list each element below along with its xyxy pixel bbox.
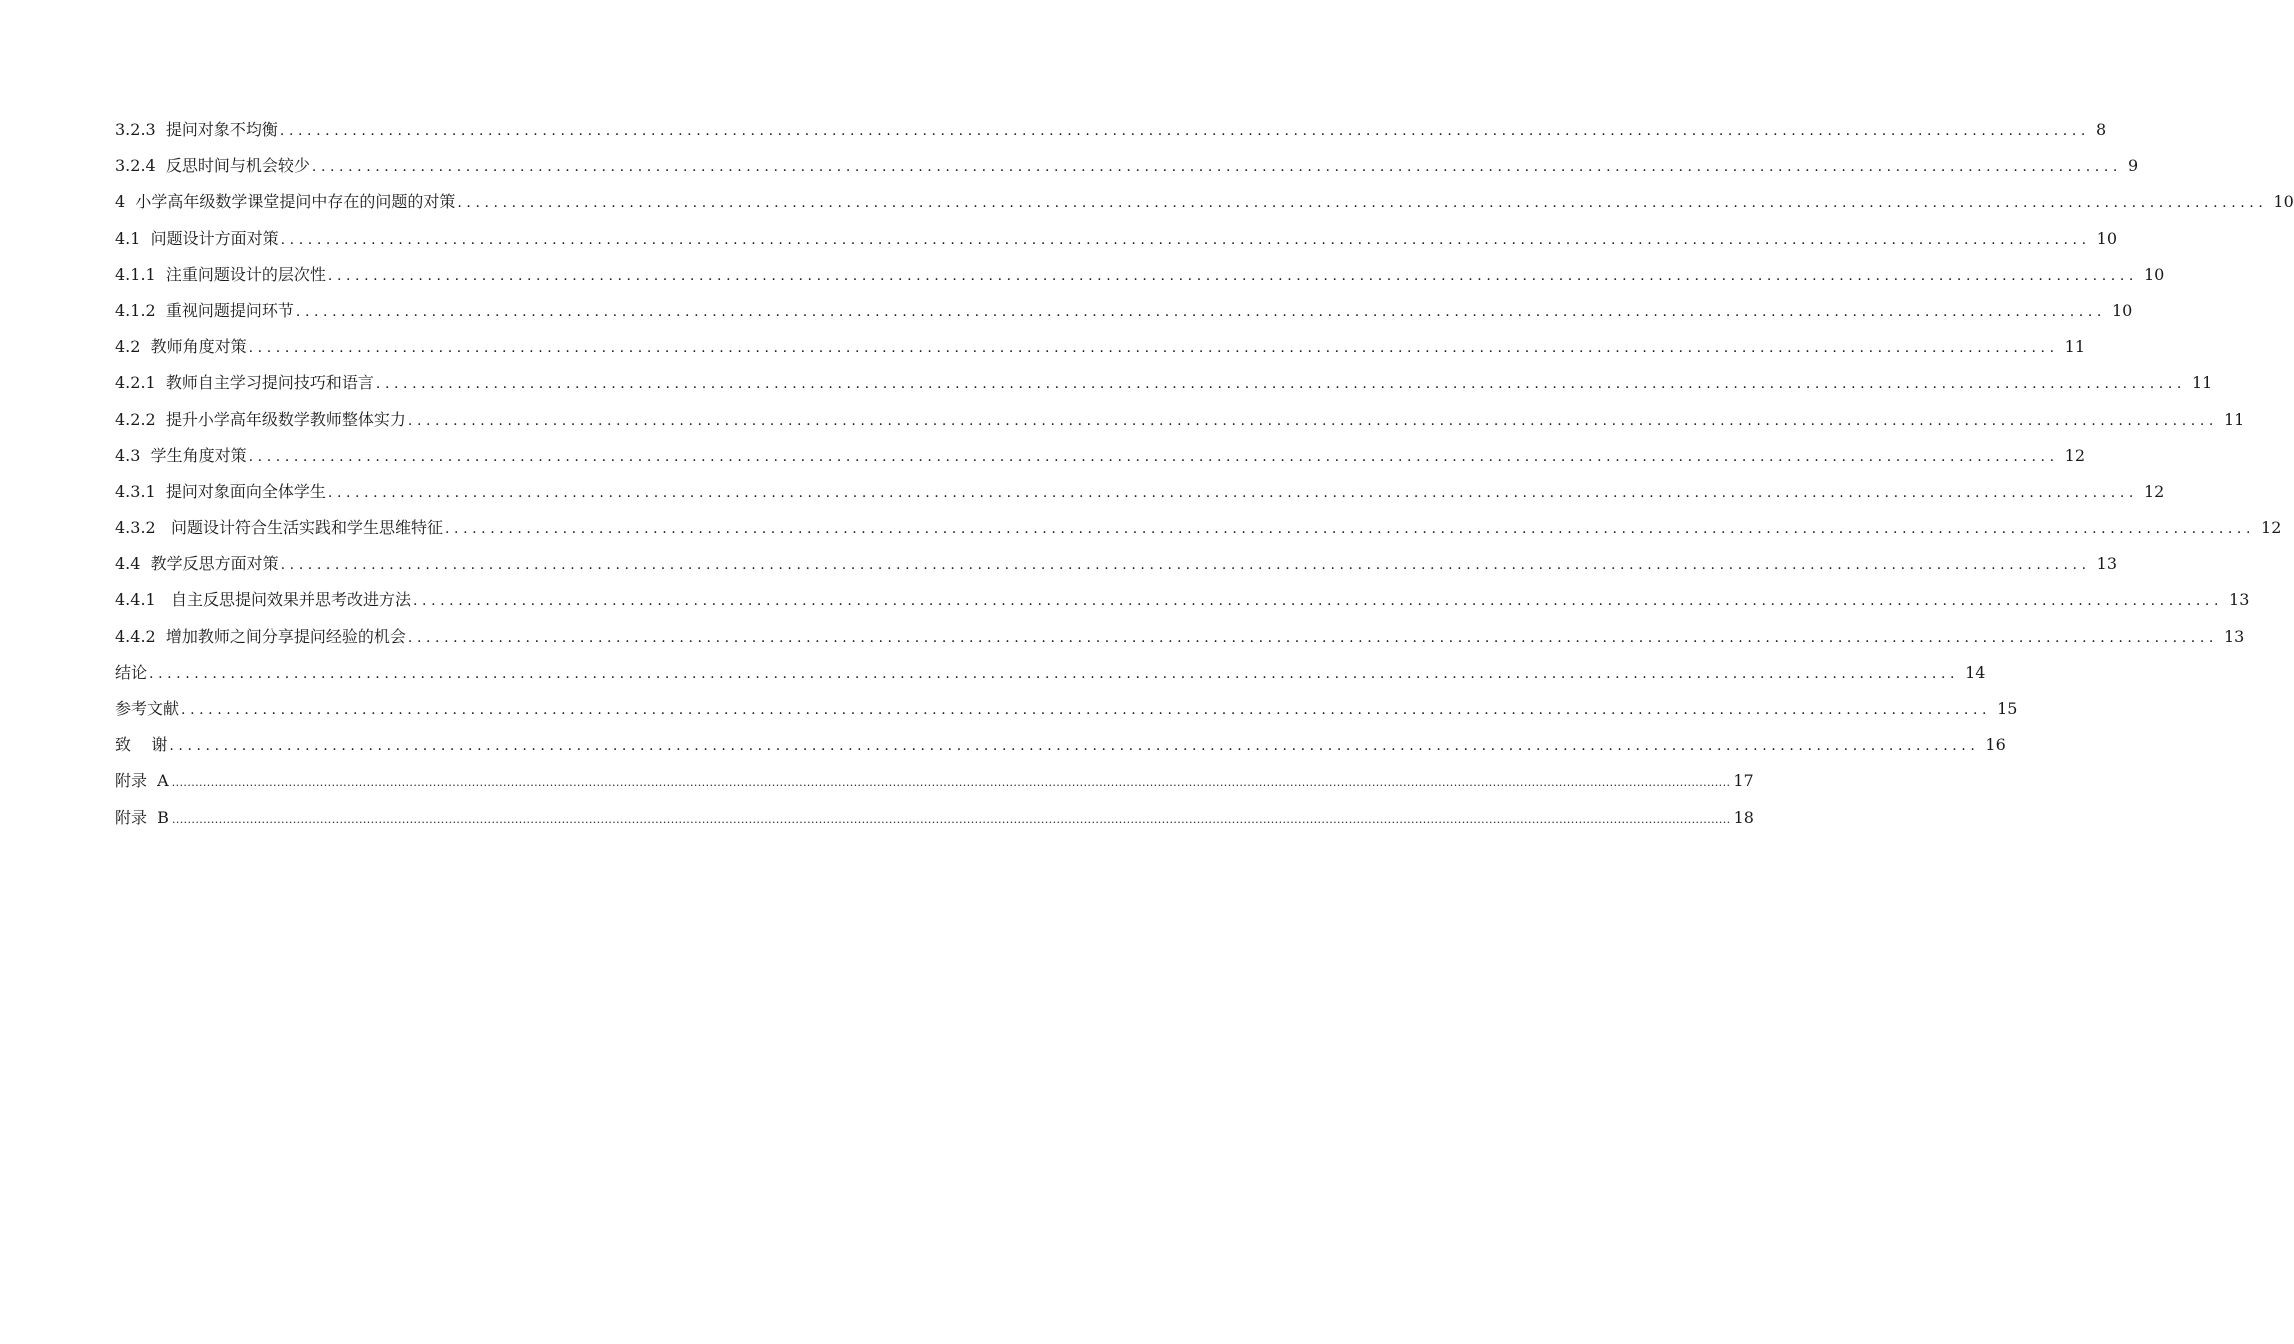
toc-entry-label: 4.2.2 提升小学高年级数学教师整体实力 [115,409,406,429]
toc-entry[interactable] [115,767,1754,803]
toc-entry-page-number: 11 [2064,337,2086,357]
toc-entry-page-number: 13 [2223,626,2245,646]
toc-entry[interactable] [115,333,2086,369]
toc-dot-leader: ........................................................................................................................................................................................................ [375,376,2186,393]
toc-entry[interactable] [115,695,2018,731]
toc-dot-leader: ........................................................................................................................................................................................................ [181,702,1992,718]
toc-entry-page-number: 14 [1965,662,1986,682]
table-of-contents [115,116,2294,840]
toc-entry[interactable] [115,442,2086,478]
toc-entry-label: 4.1.2 重视问题提问环节 [115,300,294,320]
toc-entry[interactable] [115,188,2294,224]
toc-dot-leader: ........................................................................................................................................................................................................ [280,557,2091,574]
toc-entry[interactable] [115,406,2245,442]
toc-dot-leader: ........................................................................................................................................................................................................ [279,123,2090,139]
toc-entry-label: 附录 B [115,807,169,827]
toc-entry-page-number: 8 [2095,120,2107,139]
toc-entry-page-number: 11 [2191,373,2213,393]
toc-dot-leader: ........................................................................................................................................................................................................ [149,665,1960,682]
toc-entry[interactable] [115,804,1754,840]
toc-dot-leader: ................................................................................................................................................................................................................................................................................................................................................................................................................ [171,812,1731,826]
toc-entry[interactable] [115,261,2165,297]
toc-entry[interactable] [115,478,2165,514]
toc-dot-leader: ........................................................................................................................................................................................................ [311,159,2122,176]
toc-entry-page-number: 12 [2064,445,2086,465]
toc-entry-label: 3.2.4 反思时间与机会较少 [115,156,310,176]
toc-entry[interactable] [115,623,2245,659]
toc-entry-page-number: 18 [1733,807,1754,827]
toc-entry-page-number: 17 [1733,771,1754,791]
toc-entry-label: 4.4.1 自主反思提问效果并思考改进方法 [115,590,411,610]
toc-entry[interactable] [115,297,2133,333]
toc-entry-page-number: 10 [2273,192,2294,212]
toc-entry-label: 3.2.3 提问对象不均衡 [115,120,278,139]
toc-dot-leader: ........................................................................................................................................................................................................ [407,629,2218,646]
toc-entry-label: 4.1 问题设计方面对策 [115,228,279,248]
toc-entry-page-number: 15 [1997,699,2018,718]
toc-dot-leader: ........................................................................................................................................................................................................ [280,231,2091,248]
toc-entry[interactable] [115,369,2213,405]
toc-dot-leader: ........................................................................................................................................................................................................ [169,738,1980,755]
toc-dot-leader: ........................................................................................................................................................................................................ [412,593,2224,610]
toc-dot-leader: ........................................................................................................................................................................................................ [248,340,2059,357]
toc-entry-page-number: 10 [2143,264,2165,284]
toc-entry-label: 致 谢 [115,735,168,755]
toc-entry-label: 4.2.1 教师自主学习提问技巧和语言 [115,373,374,393]
toc-entry-label: 4.3.1 提问对象面向全体学生 [115,481,326,501]
toc-entry-label: 4.4 教学反思方面对策 [115,554,279,574]
toc-entry-label: 附录 A [115,771,169,791]
toc-entry[interactable] [115,514,2282,550]
toc-entry[interactable] [115,731,2006,767]
toc-dot-leader: ........................................................................................................................................................................................................ [295,303,2106,320]
toc-dot-leader: ........................................................................................................................................................................................................ [327,484,2138,501]
toc-dot-leader: ........................................................................................................................................................................................................ [444,521,2256,538]
toc-entry-label: 4.3.2 问题设计符合生活实践和学生思维特征 [115,518,443,538]
toc-entry-page-number: 9 [2127,156,2139,176]
toc-entry-page-number: 12 [2261,518,2282,538]
toc-entry[interactable] [115,586,2250,622]
toc-entry-page-number: 10 [2111,300,2133,320]
toc-entry-page-number: 16 [1985,735,2006,755]
toc-entry[interactable] [115,550,2118,586]
toc-entry-label: 结论 [115,662,148,682]
toc-entry-label: 4.4.2 增加教师之间分享提问经验的机会 [115,626,406,646]
toc-entry[interactable] [115,225,2118,261]
toc-entry-label: 4 小学高年级数学课堂提问中存在的问题的对策 [115,192,456,212]
toc-entry[interactable] [115,659,1986,695]
toc-entry-page-number: 13 [2096,554,2118,574]
toc-dot-leader: ........................................................................................................................................................................................................ [457,195,2268,212]
toc-entry-page-number: 13 [2229,590,2250,610]
toc-entry-page-number: 10 [2096,228,2118,248]
toc-dot-leader: ........................................................................................................................................................................................................ [327,267,2138,284]
toc-dot-leader: ................................................................................................................................................................................................................................................................................................................................................................................................................ [171,776,1731,790]
toc-dot-leader: ........................................................................................................................................................................................................ [248,448,2059,465]
toc-entry[interactable] [115,152,2139,188]
toc-entry-page-number: 11 [2223,409,2245,429]
toc-entry-label: 4.2 教师角度对策 [115,337,247,357]
toc-entry[interactable] [115,116,2107,152]
toc-dot-leader: ........................................................................................................................................................................................................ [407,412,2218,429]
toc-entry-label: 4.3 学生角度对策 [115,445,247,465]
toc-entry-label: 4.1.1 注重问题设计的层次性 [115,264,326,284]
toc-entry-label: 参考文献 [115,699,180,718]
toc-entry-page-number: 12 [2143,481,2165,501]
